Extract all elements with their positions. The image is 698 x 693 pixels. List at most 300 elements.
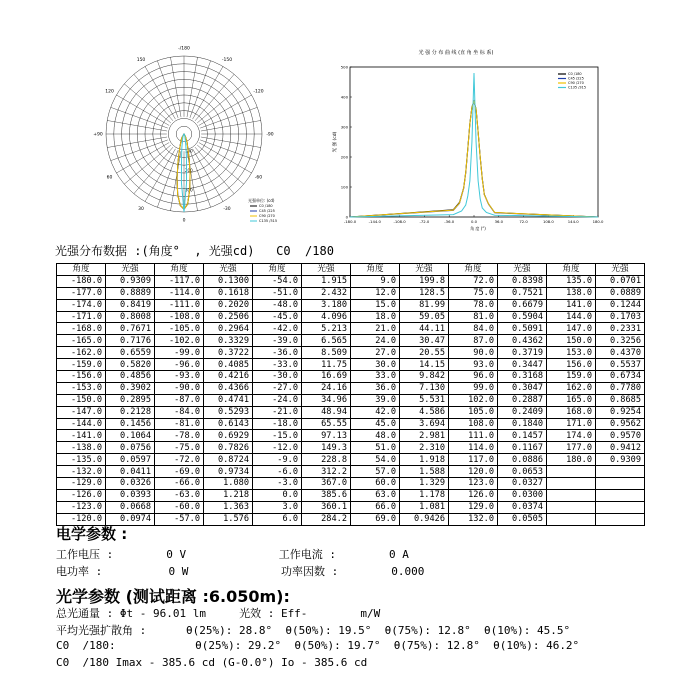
- angle-cell: 150.0: [547, 335, 596, 347]
- angle-cell: 99.0: [449, 382, 498, 394]
- intensity-cell: 0.2331: [596, 323, 645, 335]
- angle-cell: -60.0: [155, 501, 204, 513]
- polar-grid-spoke: [201, 137, 261, 148]
- angle-cell: -78.0: [155, 430, 204, 442]
- intensity-cell: 0.1457: [498, 430, 547, 442]
- angle-cell: -108.0: [155, 311, 204, 323]
- x-tick-label: 36.0: [494, 219, 504, 224]
- angle-cell: 120.0: [449, 466, 498, 478]
- angle-cell: 123.0: [449, 478, 498, 490]
- header-intensity: 光强: [400, 264, 449, 276]
- intensity-cell: 48.94: [302, 406, 351, 418]
- angle-cell: 48.0: [351, 430, 400, 442]
- angle-cell: -63.0: [155, 489, 204, 501]
- angle-cell: -93.0: [155, 371, 204, 383]
- angle-cell: -15.0: [253, 430, 302, 442]
- angle-cell: 0.0: [253, 489, 302, 501]
- angle-cell: 51.0: [351, 442, 400, 454]
- polar-grid-spoke: [201, 120, 261, 131]
- intensity-cell: 0.4370: [596, 347, 645, 359]
- angle-cell: 168.0: [547, 406, 596, 418]
- angle-cell: 159.0: [547, 371, 596, 383]
- y-tick-label: 200: [340, 154, 348, 160]
- intensity-cell: 0.9254: [596, 406, 645, 418]
- legend-label: C45 /225: [568, 76, 584, 81]
- angle-cell: -81.0: [155, 418, 204, 430]
- intensity-cell: 59.05: [400, 311, 449, 323]
- angle-cell: 84.0: [449, 323, 498, 335]
- chart-legend: [558, 72, 586, 90]
- angle-cell: 180.0: [547, 454, 596, 466]
- polar-grid-spoke: [157, 61, 178, 118]
- angle-cell: -39.0: [253, 335, 302, 347]
- table-row: [57, 394, 645, 406]
- intensity-cell: 1.218: [204, 489, 253, 501]
- intensity-cell: 0.9309: [106, 275, 155, 287]
- table-row: [57, 359, 645, 371]
- intensity-cell: 0.0597: [106, 454, 155, 466]
- header-intensity: 光强: [204, 264, 253, 276]
- angle-cell: -123.0: [57, 501, 106, 513]
- angle-cell: -66.0: [155, 478, 204, 490]
- header-angle: 角度: [449, 264, 498, 276]
- intensity-cell: 0.4856: [106, 371, 155, 383]
- angle-cell: -135.0: [57, 454, 106, 466]
- intensity-cell: 8.509: [302, 347, 351, 359]
- polar-grid-spoke: [170, 57, 181, 117]
- angle-cell: [547, 478, 596, 490]
- intensity-cell: 0.2895: [106, 394, 155, 406]
- intensity-cell: 0.0393: [106, 489, 155, 501]
- polar-radial-label: 300: [185, 187, 193, 193]
- header-angle: 角度: [351, 264, 400, 276]
- angle-cell: -177.0: [57, 287, 106, 299]
- intensity-cell: 0.1064: [106, 430, 155, 442]
- intensity-cell: 0.4216: [204, 371, 253, 383]
- intensity-cell: 0.3329: [204, 335, 253, 347]
- x-tick-label: 144.0: [567, 219, 579, 224]
- intensity-cell: 0.0505: [498, 513, 547, 525]
- header-angle: 角度: [547, 264, 596, 276]
- intensity-cell: 1.081: [400, 501, 449, 513]
- angle-cell: -138.0: [57, 442, 106, 454]
- table-row: [57, 430, 645, 442]
- angle-cell: [547, 513, 596, 525]
- polar-radial-label: 200: [185, 168, 193, 173]
- intensity-cell: 1.918: [400, 454, 449, 466]
- angle-cell: 27.0: [351, 347, 400, 359]
- intensity-cell: [596, 513, 645, 525]
- intensity-cell: 128.5: [400, 287, 449, 299]
- intensity-cell: 0.0327: [498, 478, 547, 490]
- angle-cell: -84.0: [155, 406, 204, 418]
- angle-cell: 3.0: [253, 501, 302, 513]
- intensity-cell: [596, 501, 645, 513]
- intensity-cell: 0.5293: [204, 406, 253, 418]
- intensity-cell: 0.2964: [204, 323, 253, 335]
- angle-cell: 42.0: [351, 406, 400, 418]
- intensity-cell: 2.432: [302, 287, 351, 299]
- header-intensity: 光强: [302, 264, 351, 276]
- table-row: [57, 406, 645, 418]
- intensity-cell: 0.2128: [106, 406, 155, 418]
- angle-cell: 57.0: [351, 466, 400, 478]
- electrical-title: 电学参数 :: [56, 525, 128, 543]
- intensity-cell: 1.178: [400, 489, 449, 501]
- intensity-cell: 0.9426: [400, 513, 449, 525]
- angle-cell: [547, 489, 596, 501]
- intensity-cell: 0.0374: [498, 501, 547, 513]
- angle-cell: 108.0: [449, 418, 498, 430]
- polar-angle-label: -60: [254, 175, 263, 181]
- table-row: [57, 275, 645, 287]
- intensity-cell: 16.69: [302, 371, 351, 383]
- angle-cell: -9.0: [253, 454, 302, 466]
- intensity-cell: 4.586: [400, 406, 449, 418]
- angle-cell: 93.0: [449, 359, 498, 371]
- intensity-cell: 0.6929: [204, 430, 253, 442]
- polar-intensity-diagram: [93, 46, 300, 242]
- intensity-cell: 0.8724: [204, 454, 253, 466]
- polar-grid-spoke: [111, 107, 168, 128]
- intensity-cell: 199.8: [400, 275, 449, 287]
- header-angle: 角度: [57, 264, 106, 276]
- angle-cell: 144.0: [547, 311, 596, 323]
- intensity-cell: 0.3256: [596, 335, 645, 347]
- angle-cell: [547, 466, 596, 478]
- intensity-cell: 3.694: [400, 418, 449, 430]
- intensity-cell: 5.531: [400, 394, 449, 406]
- intensity-cell: 30.47: [400, 335, 449, 347]
- intensity-cell: 0.0326: [106, 478, 155, 490]
- angle-cell: 126.0: [449, 489, 498, 501]
- polar-angle-label: 120: [105, 89, 114, 95]
- angle-cell: -36.0: [253, 347, 302, 359]
- angle-cell: 78.0: [449, 299, 498, 311]
- angle-cell: -132.0: [57, 466, 106, 478]
- angle-cell: 141.0: [547, 299, 596, 311]
- polar-grid-spoke: [190, 61, 211, 118]
- x-tick-label: 0.0: [470, 219, 478, 224]
- intensity-cell: 65.55: [302, 418, 351, 430]
- polar-angle-label: -30: [223, 206, 231, 212]
- table-row: [57, 371, 645, 383]
- polar-angle-label: -90: [266, 132, 274, 138]
- polar-grid-spoke: [157, 150, 178, 207]
- angle-cell: -21.0: [253, 406, 302, 418]
- angle-cell: 63.0: [351, 489, 400, 501]
- optical-line-1: 总光通量 : Φt - 96.01 lm 光效 : Eff- m/W: [56, 607, 381, 620]
- polar-angle-label: 0: [182, 218, 186, 224]
- polar-angle-label: -120: [253, 89, 264, 95]
- legend-label: C135 /315: [568, 85, 587, 90]
- angle-cell: -126.0: [57, 489, 106, 501]
- angle-cell: 162.0: [547, 382, 596, 394]
- intensity-cell: 24.16: [302, 382, 351, 394]
- angle-cell: 9.0: [351, 275, 400, 287]
- angle-cell: 114.0: [449, 442, 498, 454]
- intensity-cell: 34.96: [302, 394, 351, 406]
- legend-label: C0 /180: [568, 72, 582, 76]
- y-tick-label: 300: [340, 124, 348, 130]
- angle-cell: 105.0: [449, 406, 498, 418]
- intensity-cell: 0.2887: [498, 394, 547, 406]
- angle-cell: 36.0: [351, 382, 400, 394]
- table-row: [57, 311, 645, 323]
- intensity-cell: 0.9562: [596, 418, 645, 430]
- angle-cell: 69.0: [351, 513, 400, 525]
- intensity-cell: 0.1244: [596, 299, 645, 311]
- polar-legend-label: C45 /225: [259, 209, 275, 213]
- intensity-cell: 0.3168: [498, 371, 547, 383]
- angle-cell: -18.0: [253, 418, 302, 430]
- polar-grid-spoke: [200, 140, 257, 161]
- angle-cell: 18.0: [351, 311, 400, 323]
- polar-angle-label: 30: [138, 206, 144, 212]
- optical-line-3: C0 /180: θ(25%): 29.2° θ(50%): 19.7° θ(75%): 12.8° θ(10%): 46.2°: [56, 639, 580, 652]
- intensity-cell: 367.0: [302, 478, 351, 490]
- intensity-cell: 0.6143: [204, 418, 253, 430]
- intensity-cell: 0.7521: [498, 287, 547, 299]
- intensity-cell: 0.0411: [106, 466, 155, 478]
- intensity-cell: 0.4366: [204, 382, 253, 394]
- x-tick-label: -36.0: [444, 219, 455, 224]
- intensity-cell: 149.3: [302, 442, 351, 454]
- polar-grid-spoke: [190, 150, 211, 207]
- polar-grid-spoke: [200, 107, 257, 128]
- angle-cell: -12.0: [253, 442, 302, 454]
- y-tick-label: 0: [345, 214, 348, 220]
- intensity-cell: 0.3447: [498, 359, 547, 371]
- angle-cell: -153.0: [57, 382, 106, 394]
- table-row: [57, 442, 645, 454]
- polar-angle-label: 60: [106, 175, 113, 181]
- polar-legend-title: 光强单位: (cd): [248, 198, 275, 203]
- angle-cell: 21.0: [351, 323, 400, 335]
- x-tick-label: -144.0: [368, 219, 381, 224]
- intensity-cell: 1.363: [204, 501, 253, 513]
- x-tick-label: 72.0: [519, 219, 528, 224]
- intensity-cell: 0.8685: [596, 394, 645, 406]
- intensity-cell: 0.6559: [106, 347, 155, 359]
- angle-cell: 39.0: [351, 394, 400, 406]
- intensity-cell: 0.0668: [106, 501, 155, 513]
- angle-cell: -144.0: [57, 418, 106, 430]
- chart-series: [350, 73, 598, 217]
- intensity-cell: 0.1300: [204, 275, 253, 287]
- angle-cell: -69.0: [155, 466, 204, 478]
- intensity-cell: 0.1703: [596, 311, 645, 323]
- angle-cell: 87.0: [449, 335, 498, 347]
- angle-cell: -72.0: [155, 454, 204, 466]
- intensity-cell: 0.5537: [596, 359, 645, 371]
- angle-cell: 135.0: [547, 275, 596, 287]
- intensity-cell: 385.6: [302, 489, 351, 501]
- intensity-cell: 284.2: [302, 513, 351, 525]
- polar-legend: [248, 197, 277, 223]
- series-line: [350, 73, 598, 217]
- angle-cell: -180.0: [57, 275, 106, 287]
- polar-grid-spoke: [107, 120, 167, 131]
- intensity-cell: 0.7671: [106, 323, 155, 335]
- angle-cell: -96.0: [155, 359, 204, 371]
- intensity-cell: 4.096: [302, 311, 351, 323]
- table-row: [57, 382, 645, 394]
- angle-cell: -42.0: [253, 323, 302, 335]
- header-intensity: 光强: [596, 264, 645, 276]
- intensity-cell: 0.3719: [498, 347, 547, 359]
- table-row: [57, 287, 645, 299]
- intensity-cell: 44.11: [400, 323, 449, 335]
- intensity-cell: 1.080: [204, 478, 253, 490]
- polar-grid-spoke: [107, 137, 167, 148]
- angle-cell: -168.0: [57, 323, 106, 335]
- intensity-cell: 5.213: [302, 323, 351, 335]
- intensity-cell: 0.0886: [498, 454, 547, 466]
- angle-cell: 171.0: [547, 418, 596, 430]
- intensity-cell: 312.2: [302, 466, 351, 478]
- angle-cell: -150.0: [57, 394, 106, 406]
- intensity-cell: 20.55: [400, 347, 449, 359]
- intensity-cell: 0.2020: [204, 299, 253, 311]
- angle-cell: 15.0: [351, 299, 400, 311]
- cartesian-intensity-chart: [328, 42, 610, 238]
- intensity-cell: 228.8: [302, 454, 351, 466]
- header-angle: 角度: [253, 264, 302, 276]
- intensity-cell: 0.5820: [106, 359, 155, 371]
- angle-cell: -51.0: [253, 287, 302, 299]
- angle-cell: -3.0: [253, 478, 302, 490]
- angle-cell: 165.0: [547, 394, 596, 406]
- intensity-cell: 0.6734: [596, 371, 645, 383]
- y-tick-label: 400: [340, 94, 348, 100]
- x-tick-label: -180.0: [343, 219, 357, 224]
- header-intensity: 光强: [498, 264, 547, 276]
- intensity-cell: 0.1456: [106, 418, 155, 430]
- polar-radial-label: 100: [185, 148, 193, 154]
- intensity-cell: 0.8889: [106, 287, 155, 299]
- intensity-cell: 2.310: [400, 442, 449, 454]
- intensity-cell: 11.75: [302, 359, 351, 371]
- x-tick-label: 180.0: [592, 219, 604, 224]
- angle-cell: -33.0: [253, 359, 302, 371]
- angle-cell: 129.0: [449, 501, 498, 513]
- intensity-cell: 0.1618: [204, 287, 253, 299]
- intensity-cell: 0.3722: [204, 347, 253, 359]
- chart-ticks: [341, 65, 604, 225]
- intensity-cell: 7.130: [400, 382, 449, 394]
- intensity-cell: 0.7826: [204, 442, 253, 454]
- angle-cell: -111.0: [155, 299, 204, 311]
- intensity-cell: 1.915: [302, 275, 351, 287]
- intensity-cell: 1.329: [400, 478, 449, 490]
- y-tick-label: 500: [340, 64, 348, 70]
- polar-legend-label: C135 /315: [259, 219, 278, 223]
- angle-cell: -147.0: [57, 406, 106, 418]
- intensity-cell: 0.9570: [596, 430, 645, 442]
- intensity-cell: 0.0300: [498, 489, 547, 501]
- intensity-cell: 81.99: [400, 299, 449, 311]
- chart-y-label: 光 强 (cd): [333, 131, 338, 153]
- angle-cell: 72.0: [449, 275, 498, 287]
- intensity-cell: [596, 466, 645, 478]
- polar-legend-label: C0 /180: [259, 204, 273, 208]
- angle-cell: -57.0: [155, 513, 204, 525]
- angle-cell: 138.0: [547, 287, 596, 299]
- table-header-row: [57, 264, 645, 276]
- angle-cell: -6.0: [253, 466, 302, 478]
- intensity-cell: 1.588: [400, 466, 449, 478]
- series-line: [350, 101, 598, 217]
- angle-cell: -75.0: [155, 442, 204, 454]
- angle-cell: -156.0: [57, 371, 106, 383]
- intensity-cell: 0.1840: [498, 418, 547, 430]
- intensity-cell: 0.4362: [498, 335, 547, 347]
- polar-grid-spoke: [111, 140, 168, 161]
- angle-cell: -27.0: [253, 382, 302, 394]
- optical-line-4: C0 /180 Imax - 385.6 cd (G-0.0°) Io - 385.6 cd: [56, 656, 368, 669]
- series-line: [350, 102, 598, 218]
- intensity-cell: 0.2409: [498, 406, 547, 418]
- table-row: [57, 466, 645, 478]
- polar-angle-label: -/180: [178, 46, 190, 52]
- angle-cell: 24.0: [351, 335, 400, 347]
- angle-cell: 12.0: [351, 287, 400, 299]
- angle-cell: 156.0: [547, 359, 596, 371]
- angle-cell: -45.0: [253, 311, 302, 323]
- intensity-cell: 0.8419: [106, 299, 155, 311]
- intensity-cell: 0.7176: [106, 335, 155, 347]
- electrical-line-2: 电功率 : 0 W 功率因数 : 0.000: [56, 565, 425, 578]
- polar-angle-label: 150: [136, 58, 146, 64]
- x-tick-label: -108.0: [393, 219, 406, 224]
- intensity-cell: 360.1: [302, 501, 351, 513]
- angle-cell: 30.0: [351, 359, 400, 371]
- angle-cell: -105.0: [155, 323, 204, 335]
- intensity-cell: 0.3902: [106, 382, 155, 394]
- table-row: [57, 335, 645, 347]
- intensity-cell: 0.9734: [204, 466, 253, 478]
- intensity-cell: 2.981: [400, 430, 449, 442]
- intensity-cell: 0.7780: [596, 382, 645, 394]
- intensity-cell: 0.0974: [106, 513, 155, 525]
- angle-cell: 117.0: [449, 454, 498, 466]
- intensity-cell: 0.1167: [498, 442, 547, 454]
- intensity-cell: 9.842: [400, 371, 449, 383]
- x-tick-label: -72.0: [419, 219, 430, 224]
- polar-angle-label: +90: [93, 132, 103, 138]
- angle-cell: 111.0: [449, 430, 498, 442]
- table-row: [57, 418, 645, 430]
- header-angle: 角度: [155, 264, 204, 276]
- angle-cell: 75.0: [449, 287, 498, 299]
- intensity-cell: 0.0653: [498, 466, 547, 478]
- electrical-line-1: 工作电压 : 0 V 工作电流 : 0 A: [56, 548, 409, 561]
- angle-cell: -54.0: [253, 275, 302, 287]
- polar-grid-spoke: [187, 57, 198, 117]
- intensity-cell: 0.0889: [596, 287, 645, 299]
- intensity-cell: 0.5091: [498, 323, 547, 335]
- angle-cell: -129.0: [57, 478, 106, 490]
- optical-line-2: 平均光强扩散角 : θ(25%): 28.8° θ(50%): 19.5° θ(75%): 12.8° θ(10%): 45.5°: [56, 624, 571, 637]
- header-intensity: 光强: [106, 264, 155, 276]
- angle-cell: -102.0: [155, 335, 204, 347]
- angle-cell: -171.0: [57, 311, 106, 323]
- angle-cell: 147.0: [547, 323, 596, 335]
- angle-cell: 60.0: [351, 478, 400, 490]
- intensity-cell: 0.9412: [596, 442, 645, 454]
- intensity-cell: 0.5904: [498, 311, 547, 323]
